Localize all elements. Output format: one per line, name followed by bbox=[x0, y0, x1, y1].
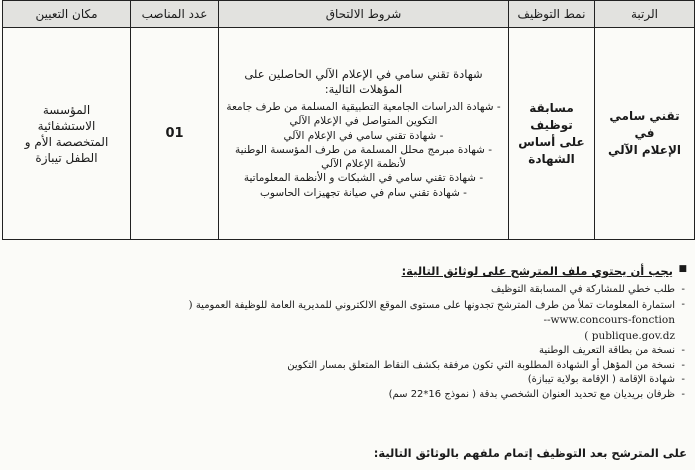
conditions-list bbox=[223, 100, 504, 199]
place-cell bbox=[3, 28, 131, 240]
document-item: - ظرفان بريديان مع تحديد العنوان الشخصي بدقة ( نموذج 16*22 سم) bbox=[127, 388, 687, 403]
header-place: مكان التعيين bbox=[3, 1, 131, 28]
mode-line: على أساس bbox=[518, 134, 585, 149]
place-line: المؤسسة bbox=[42, 102, 91, 117]
header-grade: الرتبة bbox=[595, 1, 695, 28]
header-recruitment-mode: نمط التوظيف bbox=[509, 1, 595, 28]
required-documents-title: ■ يجب أن يحتوي ملف المترشح على لوثائق التالية: bbox=[127, 264, 687, 278]
website-url[interactable]: ( www.concours-fonction-- bbox=[188, 298, 675, 326]
document-item: - شهادة الإقامة ( الإقامة بولاية تيبازة) bbox=[127, 373, 687, 388]
required-documents-section bbox=[127, 264, 687, 402]
grade-line: تقني سامي في bbox=[609, 109, 680, 140]
document-item-text: استمارة المعلومات تملأ من طرف المترشح تجدونها على مستوى الموقع الالكتروني للمديرية العامة للوظيفة العمومية bbox=[195, 299, 675, 311]
place-line: المتخصصة الأم و bbox=[24, 134, 109, 149]
header-positions: عدد المناصب bbox=[131, 1, 219, 28]
positions-count: 01 bbox=[165, 126, 184, 141]
document-item: - طلب خطي للمشاركة في المسابقة التوظيف bbox=[127, 283, 687, 298]
grade-cell bbox=[595, 28, 695, 240]
condition-item: - شهادة مبرمج محلل المسلمة من طرف المؤسسة الوطنية لأنظمة الإعلام الآلي bbox=[223, 143, 504, 171]
mode-line: مسابقة توظيف bbox=[529, 100, 574, 132]
mode-cell bbox=[509, 28, 595, 240]
condition-item: - شهادة تقني سامي في الشبكات و الأنظمة المعلوماتية bbox=[223, 171, 504, 185]
condition-item: - شهادة الدراسات الجامعية التطبيقية المسلمة من طرف جامعة التكوين المتواصل في الإعلام الآلي bbox=[223, 100, 504, 128]
website-url-continued[interactable]: publique.gov.dz ) bbox=[584, 329, 675, 342]
mode-line: الشهادة bbox=[528, 151, 575, 166]
condition-item: - شهادة تقني سام في صيانة تجهيزات الحاسوب bbox=[223, 186, 504, 200]
conditions-intro: شهادة تقني سامي في الإعلام الآلي الحاصلين على المؤهلات التالية: bbox=[244, 67, 483, 97]
required-documents-list bbox=[127, 283, 687, 402]
table-row bbox=[3, 28, 695, 240]
after-hire-documents-title: على المترشح بعد التوظيف إتمام ملفهم بالوثائق التالية: bbox=[373, 446, 687, 460]
recruitment-table bbox=[2, 0, 695, 240]
document-item: - نسخة من بطاقة التعريف الوطنية bbox=[127, 344, 687, 359]
positions-cell bbox=[131, 28, 219, 240]
place-line: الطفل تيبازة bbox=[35, 150, 98, 165]
conditions-cell bbox=[219, 28, 509, 240]
condition-item: - شهادة تقني سامي في الإعلام الآلي bbox=[223, 129, 504, 143]
document-item bbox=[127, 298, 687, 345]
table-header-row bbox=[3, 1, 695, 28]
document-item: - نسخة من المؤهل أو الشهادة المطلوبة التي تكون مرفقة بكشف النقاط المتعلق بمسار التكوين bbox=[127, 359, 687, 374]
header-conditions: شروط الالتحاق bbox=[219, 1, 509, 28]
place-line: الاستشفائية bbox=[37, 118, 96, 133]
grade-line: الإعلام الآلي bbox=[607, 143, 682, 157]
